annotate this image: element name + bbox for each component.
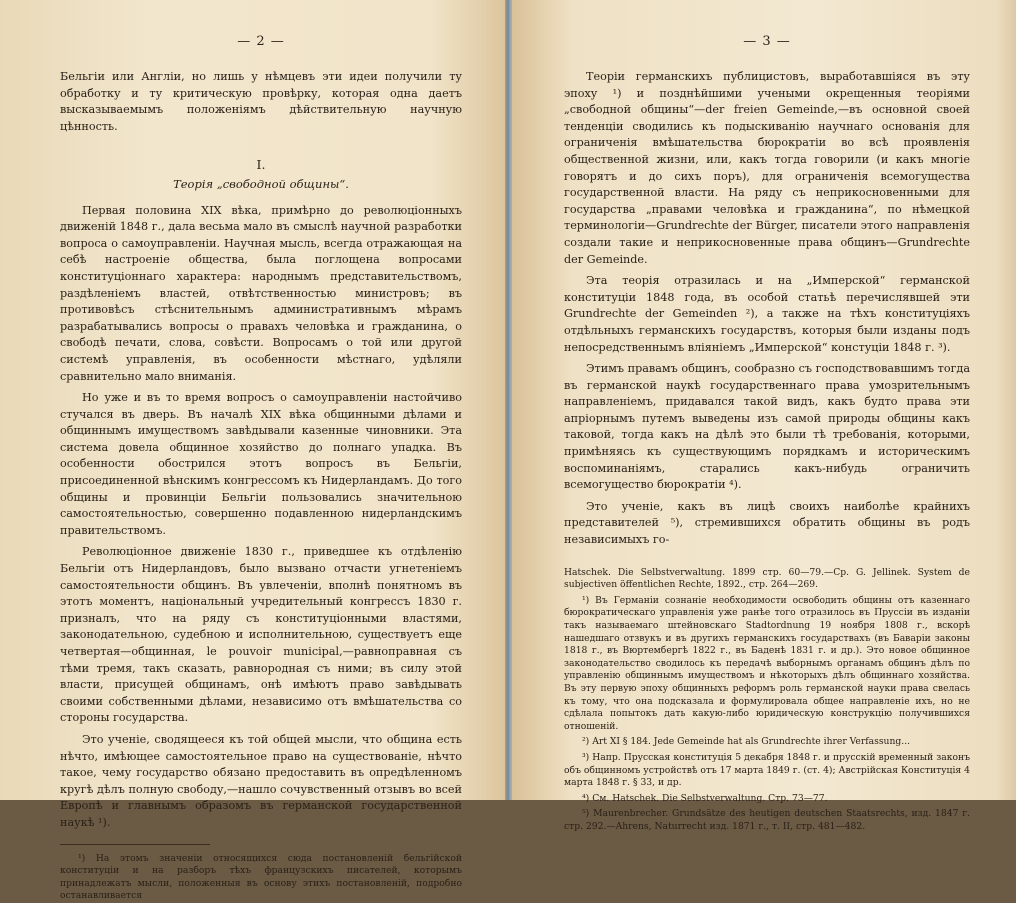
paragraph: Этимъ правамъ общинъ, сообразно съ господствовавшимъ тогда въ германской наукѣ государственнаго права умозрительнымъ направленіемъ, придавался такой видъ, какъ будто права эти апріорнымъ путемъ выведены изъ самой природы общины какъ таковой, тогда какъ на дѣлѣ это были тѣ требованія, которыми, примѣняясь къ существующимъ порядкамъ и историческимъ воспоминаніямъ, старались какъ-нибудь ограничить всемогущество бюрократіи ⁴). (564, 362, 970, 492)
footnote: ²) Art XI § 184. Jede Gemeinde hat als Grundrechte ihrer Verfassung... (582, 736, 911, 748)
paragraph: Эта теорія отразилась и на „Имперской“ германской конституціи 1848 года, въ особой статьѣ перечислявшей эти Grundrechte der Gemeinden ²), а также на тѣхъ конституціяхъ отдѣльныхъ германскихъ государствъ, которыя были изданы подъ непосредственнымъ вліяніемъ „Имперской“ констуціи 1848 г. ³). (564, 274, 970, 354)
paragraph: Это ученіе, сводящееся къ той общей мысли, что община есть нѣчто, имѣющее самостоятельное право на существованіе, нѣчто такое, чему государство обязано предоставить въ опредѣленномъ кругѣ дѣлъ полную свободу,—нашло сочувственный отзывъ во всей Европѣ и главнымъ образомъ въ германской государственной наукѣ ¹). (60, 732, 462, 829)
paragraph: Теоріи германскихъ публицистовъ, выработавшіяся въ эту эпоху ¹) и позднѣйшими учеными окрещенныя теоріями „свободной общины“—der freien Gemeinde,—въ основной своей тенденціи сводились къ подыскиванію научнаго основанія для ограниченія вмѣшательства бюрократіи во всѣ проявленія общественной жизни, или, какъ тогда говорили (и какъ многіе говорятъ и до сихъ поръ), для ограниченія всемогущества государственной власти. На ряду съ неприкосновенными для государства „правами человѣка и гражданина“, по нѣмецкой терминологіи—Grundrechte der Bürger, писатели этого направленія создали такие и неприкосновенные права общинъ—Grundrechte der Gemeinde. (564, 70, 970, 266)
left-body-text (60, 69, 462, 832)
right-body-text (564, 69, 970, 549)
section-number: I. (256, 157, 266, 173)
left-footnotes (60, 853, 462, 903)
section-title: Теорія „свободной общины“. (173, 176, 349, 191)
paragraph: Это ученіе, какъ въ лицѣ своихъ наиболѣе крайнихъ представителей ⁵), стремившихся обратить общины въ родъ независимыхъ го- (564, 499, 970, 547)
right-page (512, 0, 1016, 832)
footnote: Hatschek. Die Selbstverwaltung. 1899 стр. 60—79.—Ср. G. Jellinek. System de subjectiven öffentlichen Rechte, 1892., стр. 264—269. (564, 566, 970, 591)
footnote: ¹) На этомъ значеніи относящихся сюда постановленій бельгійской конституціи и на разборъ тѣхъ французскихъ писателей, которымъ принадлежатъ мысли, положенныя въ основу этихъ постановленій, подробно останавливается (60, 852, 462, 902)
paragraph: Революціонное движеніе 1830 г., приведшее къ отдѣленію Бельгіи отъ Нидерландовъ, было вызвано отчасти угнетеніемъ самостоятельности общинъ. Въ увлеченіи, вполнѣ понятномъ въ этотъ моментъ, національный учредительный конгрессъ 1830 г. призналъ, что на ряду съ конституціонными властями, законодательною, судебною и исполнительною, существуетъ еще четвертая—общинная, le pouvoir municipal,—равноправная съ тѣми тремя, такъ сказать, равнородная съ ними; въ силу этой власти, присущей общинамъ, онѣ имѣютъ право завѣдывать своими собственными дѣлами, независимо отъ вмѣшательства со стороны государства. (60, 545, 462, 725)
left-page-number: — 2 — (237, 34, 285, 49)
footnote: ¹) Въ Германіи сознаніе необходимости освободить общины отъ казеннаго бюрократическаго управленія уже ранѣе того отразилось въ Пруссіи въ изданіи такъ называемаго штейновскаго Stadtordnung 19 ноября 1808 г., вскорѣ нашедшаго отзвукъ и въ другихъ германскихъ государствахъ (въ Баваріи законы 1818 г., въ Вюртембергѣ 1822 г., въ Баденѣ 1831 г. и др.). Это новое общинное законодательство сводилось къ передачѣ выборнымъ органамъ общинъ дѣлъ по управленію общиннымъ имуществомъ и нѣкоторыхъ дѣлъ общиннаго хозяйства. Въ эту первую эпоху общинныхъ реформъ роль германской науки права свелась къ тому, что она подсказала и формулировала общее направленіе ихъ, но не сдѣлала попытокъ дать какую-либо юридическую конструкцію получившихся отношеній. (564, 594, 970, 732)
intro-paragraph: Бельгіи или Англіи, но лишь у нѣмцевъ эти идеи получили ту обработку и ту критическую провѣрку, которая одна даетъ высказываемымъ положеніямъ дѣйствительную научную цѣнность. (60, 70, 462, 133)
right-footnotes (564, 567, 970, 834)
left-page (0, 0, 506, 902)
page-edge-shading (996, 0, 1016, 800)
footnote: ⁴) См. Hatschek. Die Selbstverwaltung. Стр. 73—77. (582, 792, 828, 804)
paragraph: Первая половина XIX вѣка, примѣрно до революціонныхъ движеній 1848 г., дала весьма мало въ смыслѣ научной разработки вопроса о самоуправленіи. Научная мысль, всегда отражающая на себѣ настроеніе общества, была поглощена вопросами конституціоннаго характера: народнымъ представительствомъ, раздѣленіемъ властей, отвѣтственностью министровъ; въ противовѣсъ стѣснительнымъ административнымъ мѣрамъ разрабатывались вопросы о правахъ человѣка и гражданина, о свободѣ печати, слова, совѣсти. Вопросамъ о той или другой системѣ управленія, въ особенности мѣстнаго, удѣляли сравнительно мало вниманія. (60, 203, 462, 383)
footnote-divider (60, 844, 210, 845)
footnote: ³) Напр. Прусская конституція 5 декабря 1848 г. и прусскій временный законъ объ общинномъ устройствѣ отъ 17 марта 1849 г. (ст. 4); Австрійская Конституція 4 марта 1848 г. § 33, и др. (564, 751, 970, 789)
right-page-number: — 3 — (743, 34, 791, 49)
paragraph: Но уже и въ то время вопросъ о самоуправленіи настойчиво стучался въ дверь. Въ началѣ XIX вѣка общинными дѣлами и общиннымъ имуществомъ завѣдывали казенные чиновники. Эта система довела общинное хозяйство до полнаго упадка. Въ особенности обострился этотъ вопросъ въ Бельгіи, присоединенной вѣнскимъ конгрессомъ къ Нидерландамъ. До того общины и провинціи Бельгіи пользовались значительною самостоятельностью, совершенно подавленною нидерландскимъ правительствомъ. (60, 391, 462, 537)
footnote: ⁵) Maurenbrecher. Grundsätze des heutigen deutschen Staatsrechts, изд. 1847 г. стр. 292.—Ahrens, Naturrecht изд. 1871 г., т. II, стр. 481—482. (564, 808, 970, 832)
